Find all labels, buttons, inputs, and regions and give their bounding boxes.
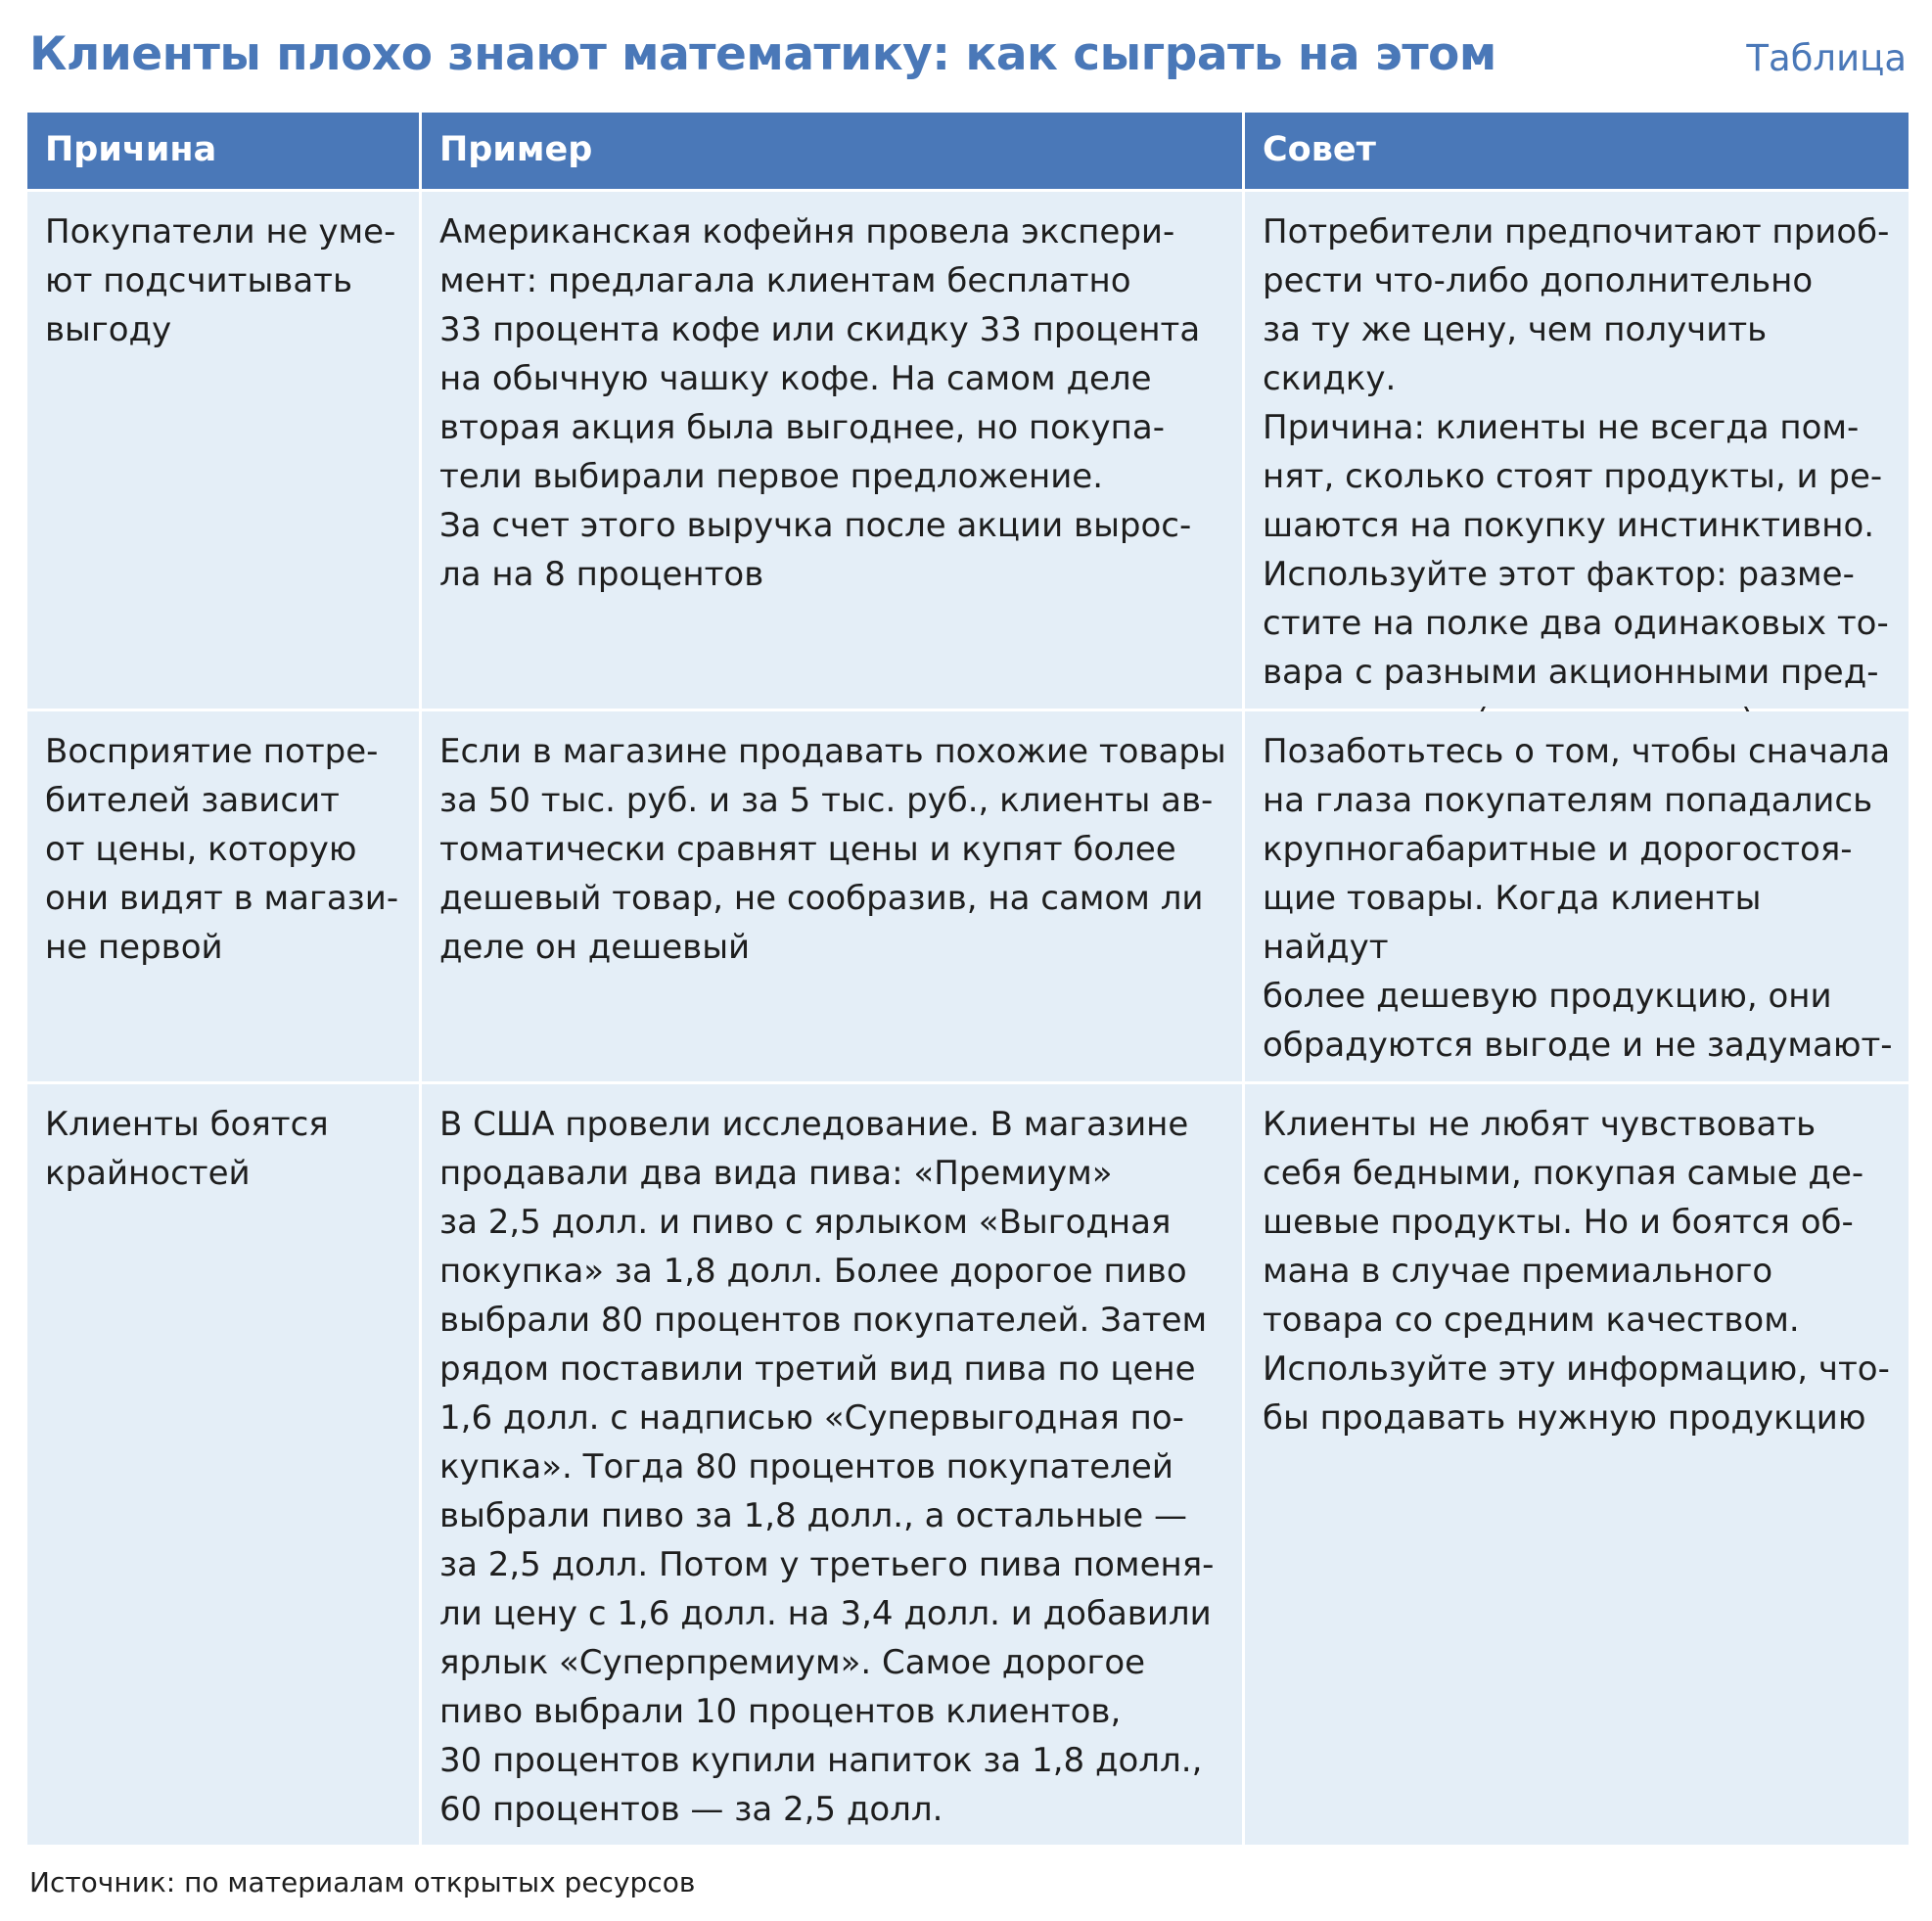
table-cell-advice: Потребители предпочитают приоб- рести что-либо дополнительно за ту же цену, чем получить скидку. Причина: клиенты не всегда пом- нят, сколько стоят продукты, и ре- шаются на покупку инстинктивно. Используйте этот фактор: разме- стите на полке два одинаковых то- вара с разными акционными пред- <box>1245 192 1909 709</box>
column-header-reason: Причина <box>27 113 419 189</box>
table-cell-reason: Восприятие потре- бителей зависит от цены, которую они видят в магази- не первой <box>27 711 419 1081</box>
table-cell-example: В США провели исследование. В магазине продавали два вида пива: «Премиум» за 2,5 долл. и пиво с ярлыком «Выгодная покупка» за 1,8 долл. Более дорогое пиво выбрали 80 процентов покупателей. Затем рядом поставили третий вид пива по цене 1,6 долл. с надписью «Супервыгодная по- купка». Тогда 80 процентов покупателей выбрали пиво за 1,8 долл., а остальные — за 2,5 долл. Потом у третьего пива поменя- ли цену с 1,6 долл. на 3,4 долл. и добавили ярлык «Суперпремиум». Самое дорогое пиво выбрали 10 процентов клиентов, 30 процентов купили напиток за 1,8 долл., 60 процентов — за 2,5 долл. <box>422 1084 1242 1845</box>
source-note: Источник: по материалам открытых ресурсов <box>29 1866 696 1898</box>
table-cell-reason: Клиенты боятся крайностей <box>27 1084 419 1845</box>
table-cell-example: Американская кофейня провела экспери- мент: предлагала клиентам бесплатно 33 процента кофе или скидку 33 процента на обычную чашку кофе. На самом деле вторая акция была выгоднее, но покупа- тели выбирали первое предложение. За счет этого выручка после акции вырос- ла на 8 процентов <box>422 192 1242 709</box>
table-cell-advice: Клиенты не любят чувствовать себя бедными, покупая самые де- шевые продукты. Но и боятся об- мана в случае премиального товара со средним качеством. Используйте эту информацию, что- бы продавать нужную продукцию <box>1245 1084 1909 1845</box>
data-table <box>27 113 1909 1845</box>
table-cell-example: Если в магазине продавать похожие товары за 50 тыс. руб. и за 5 тыс. руб., клиенты ав- томатически сравнят цены и купят более дешевый товар, не сообразив, на самом ли деле он дешевый <box>422 711 1242 1081</box>
column-header-example: Пример <box>422 113 1242 189</box>
table-cell-advice: Позаботьтесь о том, чтобы сначала на глаза покупателям попадались крупногабаритные и дорогостоя- щие товары. Когда клиенты найдут более дешевую продукцию, они обрадуются выгоде и не задумают- <box>1245 711 1909 1081</box>
table-label: Таблица <box>1746 37 1907 79</box>
page-title: Клиенты плохо знают математику: как сыграть на этом <box>29 27 1496 81</box>
column-header-advice: Совет <box>1245 113 1909 189</box>
table-cell-reason: Покупатели не уме- ют подсчитывать выгоду <box>27 192 419 709</box>
